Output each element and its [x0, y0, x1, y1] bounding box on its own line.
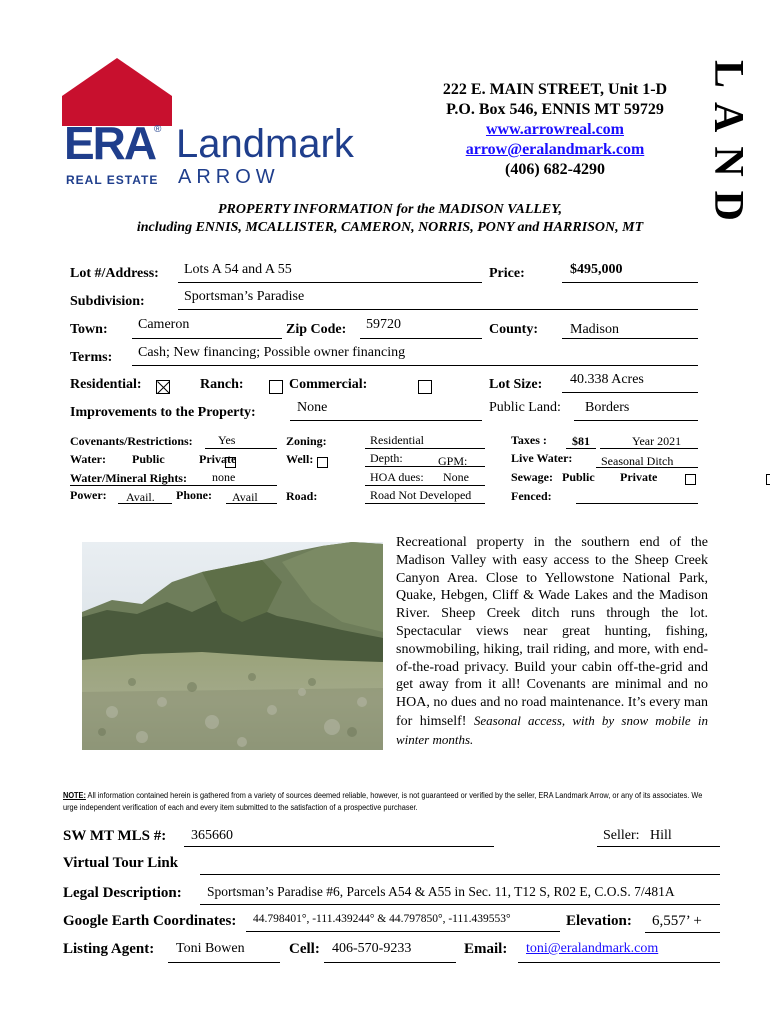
- phone-underline: [226, 503, 277, 504]
- power-value: Avail.: [126, 490, 155, 504]
- residential-label: Residential:: [70, 377, 142, 392]
- company-logo: [62, 58, 384, 188]
- seller-label: Seller:: [603, 828, 640, 843]
- website-link[interactable]: www.arrowreal.com: [485, 121, 625, 138]
- property-description: [396, 534, 708, 750]
- commercial-label: Commercial:: [289, 377, 368, 392]
- county-label: County:: [489, 322, 539, 337]
- taxes-underline: [566, 448, 596, 449]
- terms-label: Terms:: [70, 350, 113, 365]
- sewage-public-checkbox[interactable]: [685, 474, 696, 485]
- taxes-value: $81: [572, 434, 590, 448]
- virtual-tour-underline: [200, 874, 720, 875]
- taxes-year-underline: [600, 448, 698, 449]
- mineral-rights-value: none: [212, 470, 236, 484]
- mls-underline: [184, 846, 494, 847]
- terms-underline: [132, 365, 698, 366]
- ranch-checkbox[interactable]: [269, 380, 283, 394]
- zip-label: Zip Code:: [286, 322, 347, 337]
- gpm-label: GPM:: [438, 454, 468, 468]
- elevation-label: Elevation:: [566, 913, 632, 929]
- sewage-public-label: Public: [562, 470, 595, 484]
- water-public-label: Public: [132, 452, 165, 466]
- taxes-label: Taxes :: [511, 433, 547, 447]
- office-email-link[interactable]: arrow@eralandmark.com: [465, 141, 645, 158]
- well-underline: [365, 466, 485, 467]
- lot-label: Lot #/Address:: [70, 266, 159, 281]
- seller-value: Hill: [650, 828, 672, 843]
- disclaimer-note: [63, 790, 707, 814]
- elevation-underline: [645, 932, 720, 933]
- logo-arrow: ARROW: [178, 166, 280, 188]
- power-label: Power:: [70, 488, 107, 502]
- live-water-underline: [596, 467, 698, 468]
- town-underline: [132, 338, 282, 339]
- zip-value: 59720: [366, 317, 401, 332]
- county-value: Madison: [570, 322, 619, 337]
- road-underline: [365, 503, 485, 504]
- listing-agent-value: Toni Bowen: [176, 941, 245, 956]
- taxes-year: Year 2021: [632, 434, 682, 448]
- phone-value: Avail: [232, 490, 258, 504]
- lot-size-label: Lot Size:: [489, 377, 543, 392]
- elevation-value: 6,557’ +: [652, 913, 702, 929]
- water-label: Water:: [70, 452, 106, 466]
- improvements-label: Improvements to the Property:: [70, 405, 256, 420]
- address-line-1: 222 E. MAIN STREET, Unit 1-D: [442, 81, 668, 98]
- county-underline: [562, 338, 698, 339]
- lot-value: Lots A 54 and A 55: [184, 262, 292, 277]
- office-address-block: [405, 80, 705, 180]
- note-label: NOTE:: [63, 791, 86, 800]
- property-info-line-2: including ENNIS, MCALLISTER, CAMERON, NORRIS, PONY and HARRISON, MT: [136, 220, 644, 235]
- depth-label: Depth:: [370, 451, 403, 465]
- logo-tm: ®: [154, 124, 162, 135]
- office-phone: (406) 682-4290: [505, 161, 605, 178]
- seller-underline: [597, 846, 720, 847]
- description-text: Recreational property in the southern end of the Madison Valley with easy access to the Sheep Creek Canyon Area. Close to Yellowstone National Park, Quake, Hebgen, Cliff & Wade Lakes and the Madison River. Sheep Creek ditch runs through the lot. Spectacular views near great hunting, fishing, snowmobiling, hiking, trail riding, and more, with end-of-the-road privacy. Build your cabin off-the-grid and get away from it all! Covenants are minimal and no HOA, no dues and no road maintenance. It’s every man for himself!: [396, 535, 708, 729]
- town-value: Cameron: [138, 317, 190, 332]
- subdivision-underline: [178, 309, 698, 310]
- covenants-label: Covenants/Restrictions:: [70, 434, 193, 448]
- ranch-label: Ranch:: [200, 377, 244, 392]
- agent-email-link[interactable]: toni@eralandmark.com: [526, 941, 659, 956]
- legal-description-label: Legal Description:: [63, 885, 182, 901]
- water-private-label: Private: [199, 452, 237, 466]
- price-underline: [562, 282, 698, 283]
- land-side-label: LAND: [705, 60, 751, 236]
- sewage-private-label: Private: [620, 470, 658, 484]
- improvements-value: None: [297, 400, 328, 415]
- mls-label: SW MT MLS #:: [63, 828, 167, 844]
- well-label: Well:: [286, 452, 314, 466]
- road-value: Road Not Developed: [370, 488, 472, 502]
- gps-value: 44.798401°, -111.439244° & 44.797850°, -111.439553°: [253, 913, 511, 925]
- price-label: Price:: [489, 266, 525, 281]
- terms-value: Cash; New financing; Possible owner financing: [138, 345, 406, 360]
- property-photo: [82, 542, 383, 750]
- logo-landmark: Landmark: [176, 122, 354, 166]
- town-label: Town:: [70, 322, 108, 337]
- legal-underline: [200, 904, 720, 905]
- sewage-label: Sewage:: [511, 470, 553, 484]
- hoa-label: HOA dues:: [370, 470, 424, 484]
- virtual-tour-link[interactable]: Virtual Tour Link: [63, 855, 179, 871]
- property-info-line-1: PROPERTY INFORMATION for the MADISON VALLEY,: [217, 202, 563, 217]
- public-land-underline: [574, 420, 698, 421]
- fenced-label: Fenced:: [511, 489, 552, 503]
- property-info-heading: [60, 201, 720, 237]
- sewage-private-checkbox[interactable]: [766, 474, 770, 485]
- email-label: Email:: [464, 941, 508, 957]
- agent-underline: [168, 962, 280, 963]
- address-line-2: P.O. Box 546, ENNIS MT 59729: [446, 101, 664, 118]
- mineral-rights-label: Water/Mineral Rights:: [70, 471, 187, 485]
- gps-label: Google Earth Coordinates:: [63, 913, 237, 929]
- hoa-value: None: [443, 470, 469, 484]
- phone-label: Phone:: [176, 488, 212, 502]
- hoa-underline: [365, 485, 485, 486]
- fenced-underline: [576, 503, 698, 504]
- public-land-value: Borders: [585, 400, 630, 415]
- lot-size-underline: [562, 392, 698, 393]
- logo-real-estate: REAL ESTATE: [66, 173, 159, 187]
- subdivision-label: Subdivision:: [70, 294, 145, 309]
- lot-size-value: 40.338 Acres: [570, 372, 644, 387]
- gps-underline: [246, 931, 560, 932]
- legal-description-value: Sportsman’s Paradise #6, Parcels A54 & A55 in Sec. 11, T12 S, R02 E, C.O.S. 7/481A: [207, 884, 675, 899]
- improvements-underline: [290, 420, 482, 421]
- price-value: $495,000: [570, 262, 623, 277]
- live-water-value: Seasonal Ditch: [601, 454, 674, 468]
- covenants-value: Yes: [218, 433, 236, 447]
- zoning-value: Residential: [370, 433, 424, 447]
- mls-value: 365660: [191, 828, 233, 843]
- logo-era: ERA: [64, 117, 156, 169]
- email-underline: [518, 962, 720, 963]
- covenants-underline: [205, 448, 277, 449]
- listing-agent-label: Listing Agent:: [63, 941, 155, 957]
- zip-underline: [360, 338, 482, 339]
- cell-value: 406-570-9233: [332, 941, 412, 956]
- live-water-label: Live Water:: [511, 451, 573, 465]
- zoning-label: Zoning:: [286, 434, 327, 448]
- note-text: All information contained herein is gathered from a variety of sources deemed reliable, however, is not guaranteed or verified by the seller, ERA Landmark Arrow, or any of its associates. We urge independent verification of each and every item submitted to the satisfaction of a prospective purchaser.: [63, 791, 703, 812]
- lot-underline: [178, 282, 482, 283]
- mineral-rights-underline: [70, 485, 277, 486]
- water-private-checkbox[interactable]: [317, 457, 328, 468]
- zoning-underline: [365, 448, 485, 449]
- road-label: Road:: [286, 489, 318, 503]
- commercial-checkbox[interactable]: [418, 380, 432, 394]
- power-underline: [118, 503, 172, 504]
- subdivision-value: Sportsman’s Paradise: [184, 289, 305, 304]
- residential-checkbox[interactable]: [156, 380, 170, 394]
- public-land-label: Public Land:: [489, 400, 561, 415]
- description-italic-note: Seasonal access, with by snow mobile in winter months.: [396, 712, 708, 747]
- cell-underline: [324, 962, 456, 963]
- cell-label: Cell:: [289, 941, 320, 957]
